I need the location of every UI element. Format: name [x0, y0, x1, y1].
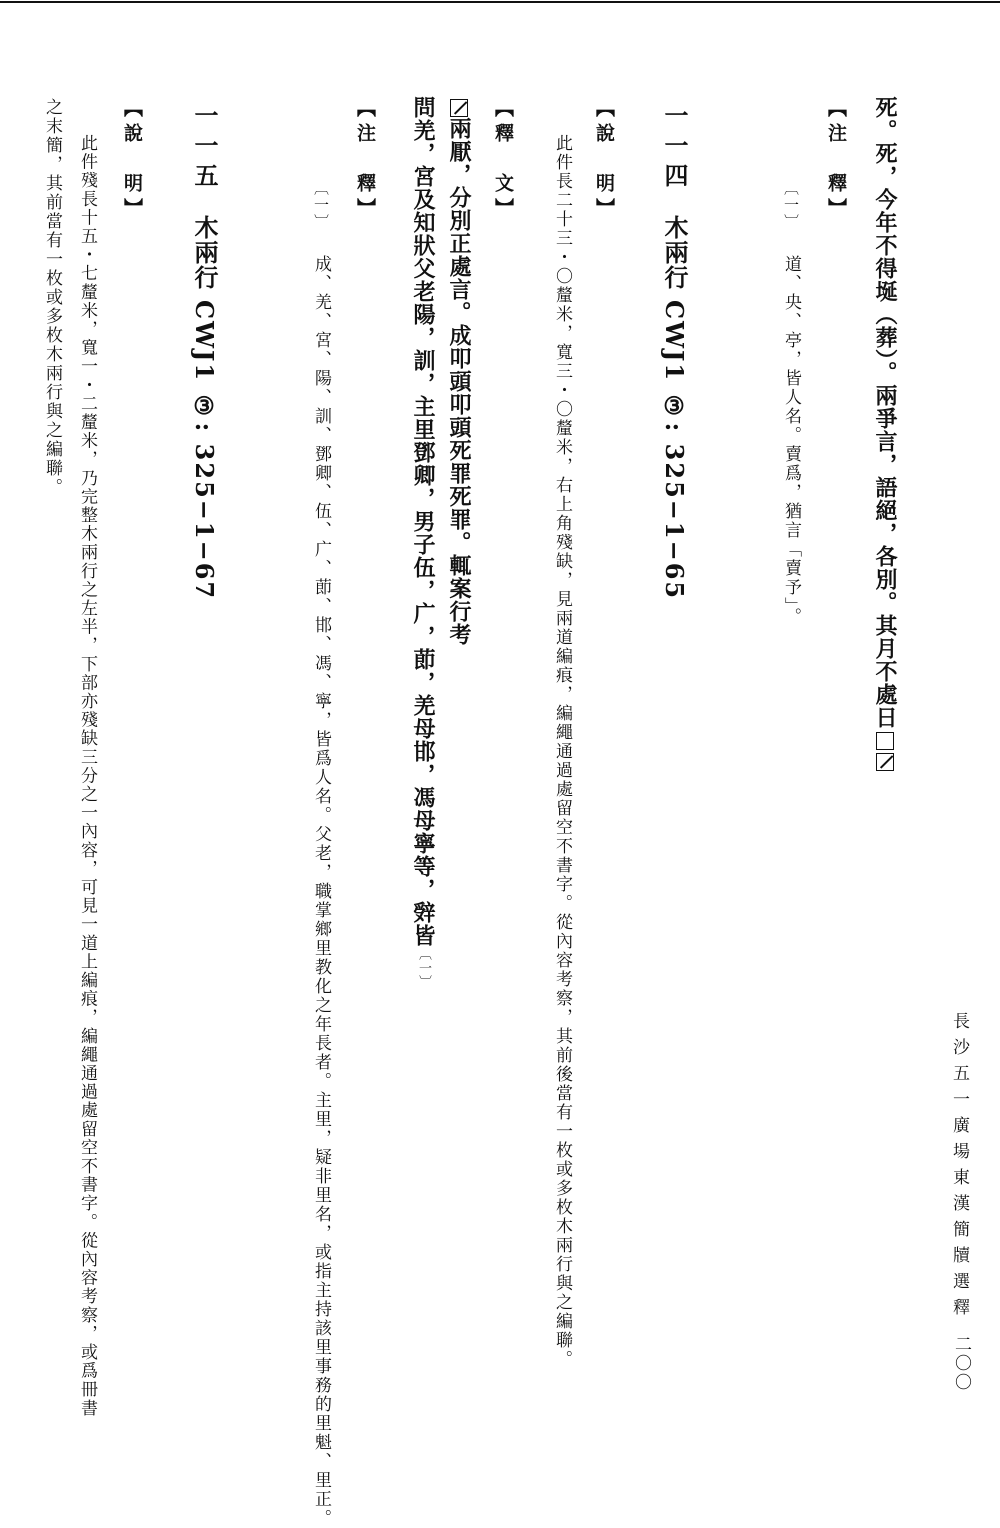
explain-115-line-1: 此件殘長十五・七釐米，寬一・二釐米，乃完整木兩行之左半，下部亦殘缺三分之一內容，可見一道上編痕，編繩通過處留空不書字。從內容考察，或爲冊書: [77, 134, 97, 1418]
note-2: [312, 180, 329, 1528]
broken-slash-box: [876, 753, 894, 771]
note-2-text: 成、羌、宮、陽、訓、鄧卿、伍、广、莭、邯、馮、寧，皆爲人名。父老，職掌鄉里教化之年長者。主里，疑非里名，或指主持該里事務的里魁、里正。: [311, 255, 331, 1528]
notes-heading-1: 【注 釋】: [825, 98, 847, 223]
notes-heading-2: 【注 釋】: [354, 98, 376, 223]
note-1-text: 道、央、亭，皆人名。賣爲，猶言「賣予」。: [781, 255, 801, 627]
transcription-heading: 【釋 文】: [492, 98, 514, 223]
transcription-line-1: [448, 96, 470, 646]
explain-115-line-2: 之末簡，其前當有一枚或多枚木兩行與之編聯。: [42, 98, 62, 497]
explain-heading-114: 【說 明】: [593, 98, 615, 223]
entry-115-number: 一一五: [190, 103, 219, 193]
entry-115-code: CWJ1 ③: 325−1−67: [190, 300, 219, 601]
entry-114-number: 一一四: [660, 103, 689, 193]
continuation-text: 死。死，今年不得埏（葬）。兩爭言，語絕，各別。其月不處日: [872, 96, 898, 729]
running-head: 長沙五一廣場東漢簡牘選釋: [949, 1012, 969, 1324]
entry-114-code: CWJ1 ③: 325−1−65: [660, 300, 689, 601]
broken-slash-box: [450, 99, 468, 117]
missing-char-box: [876, 732, 894, 750]
entry-115-heading: [190, 103, 219, 601]
note-1-marker: 〔一〕: [782, 180, 800, 231]
transcription-line-1-text: 兩厭，分別正處言。成叩頭叩頭死罪死罪。輒案行考: [446, 117, 472, 646]
note-2-marker: 〔一〕: [312, 180, 330, 231]
explain-heading-115: 【說 明】: [121, 98, 143, 223]
note-1: [782, 180, 799, 627]
explain-114-text: 此件長二十三・〇釐米，寬三・〇釐米，右上角殘缺，見兩道編痕，編繩通過處留空不書字。從內容考察，其前後當有一枚或多枚木兩行與之編聯。: [552, 134, 572, 1369]
entry-115-title: 木兩行: [190, 215, 219, 290]
transcription-continuation: [874, 96, 896, 771]
transcription-line-2-text: 問羌，宮及知狀父老陽，訓，主里鄧卿，男子伍，广，莭，羌母邯，馮母寧等，辤皆: [410, 96, 436, 947]
entry-114-heading: [660, 103, 689, 601]
transcription-footnote-marker: 〔一〕: [416, 947, 431, 989]
transcription-line-2: [412, 96, 434, 989]
entry-114-title: 木兩行: [660, 215, 689, 290]
top-rule: [0, 1, 1000, 3]
page-number: 二〇〇: [951, 1335, 971, 1392]
